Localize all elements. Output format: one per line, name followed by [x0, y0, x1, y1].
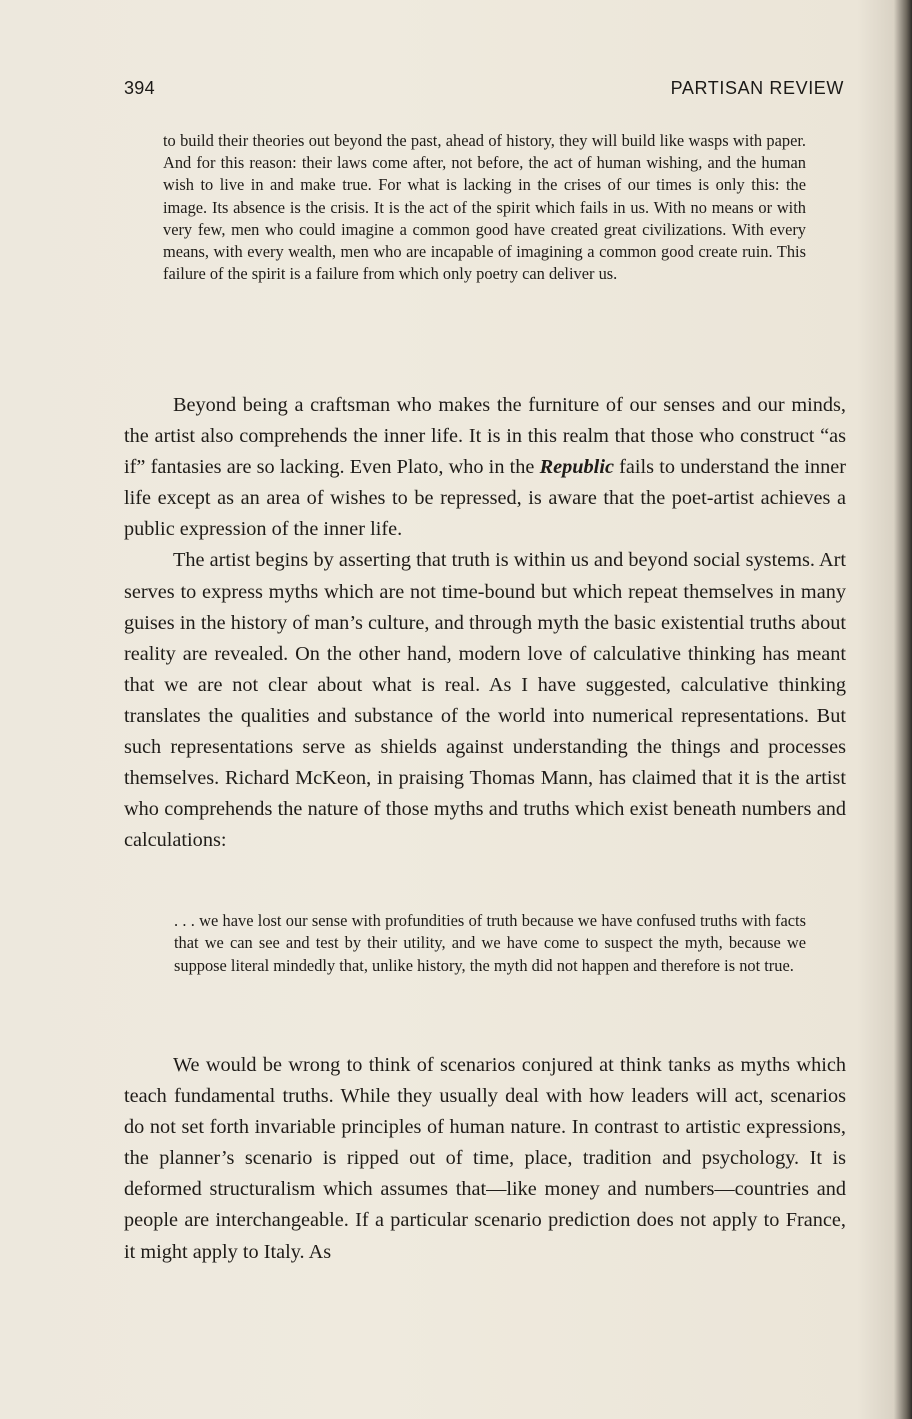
- body-section-1: [124, 390, 846, 856]
- body-section-2: [124, 1050, 846, 1268]
- paragraph-1-part1: Beyond being a craftsman who makes the furniture of our senses and our minds, the artist also comprehends the inner life. It is in this realm that those who construct “as if” fantasies are so lacking. Even Plato, who in the: [124, 394, 846, 479]
- block-quote-2-text: . . . we have lost our sense with profundities of truth because we have confused truths with facts that we can see and test by their utility, and we have come to suspect the myth, because we suppose literal mindedly that, unlike history, the myth did not happen and therefore is not true.: [174, 911, 806, 975]
- paragraph-1-part2: fails to understand the inner life except as an area of wishes to be repressed, is aware that the poet-artist achieves a public expression of the inner life.: [124, 456, 846, 541]
- block-quote-2: [174, 910, 806, 977]
- journal-title: PARTISAN REVIEW: [670, 78, 844, 98]
- page-number: 394: [124, 78, 155, 98]
- paragraph-1-italic-title: Republic: [539, 456, 614, 479]
- block-quote-1-text: to build their theories out beyond the past, ahead of history, they will build like wasps with paper. And for this reason: their laws come after, not before, the act of human wishing, and the human wish to live in and make true. For what is lacking in the crises of our times is only this: the image. Its absence is the crisis. It is the act of the spirit which fails in us. With no means or with very few, men who could imagine a common good have created great civilizations. With every means, with every wealth, men who are incapable of imagining a common good create ruin. This failure of the spirit is a failure from which only poetry can deliver us.: [163, 131, 806, 284]
- paragraph-3: We would be wrong to think of scenarios conjured at think tanks as myths which teach fundamental truths. While they usually deal with how leaders will act, scenarios do not set forth invariable principles of human nature. In contrast to artistic expressions, the planner’s scenario is ripped out of time, place, tradition and psychology. It is deformed structuralism which assumes that—like money and numbers—countries and people are interchangeable. If a particular scenario prediction does not apply to France, it might apply to Italy. As: [124, 1054, 846, 1263]
- paragraph-2: The artist begins by asserting that truth is within us and beyond social systems. Art serves to express myths which are not time-bound but which repeat themselves in many guises in the history of man’s culture, and through myth the basic existential truths about reality are revealed. On the other hand, modern love of calculative thinking has meant that we are not clear about what is real. As I have suggested, calculative thinking translates the qualities and substance of the world into numerical representations. But such representations serve as shields against understanding the things and processes themselves. Richard McKeon, in praising Thomas Mann, has claimed that it is the artist who comprehends the nature of those myths and truths which exist beneath numbers and calculations:: [124, 549, 846, 852]
- block-quote-1: [163, 130, 806, 285]
- paragraph-1: [124, 390, 846, 545]
